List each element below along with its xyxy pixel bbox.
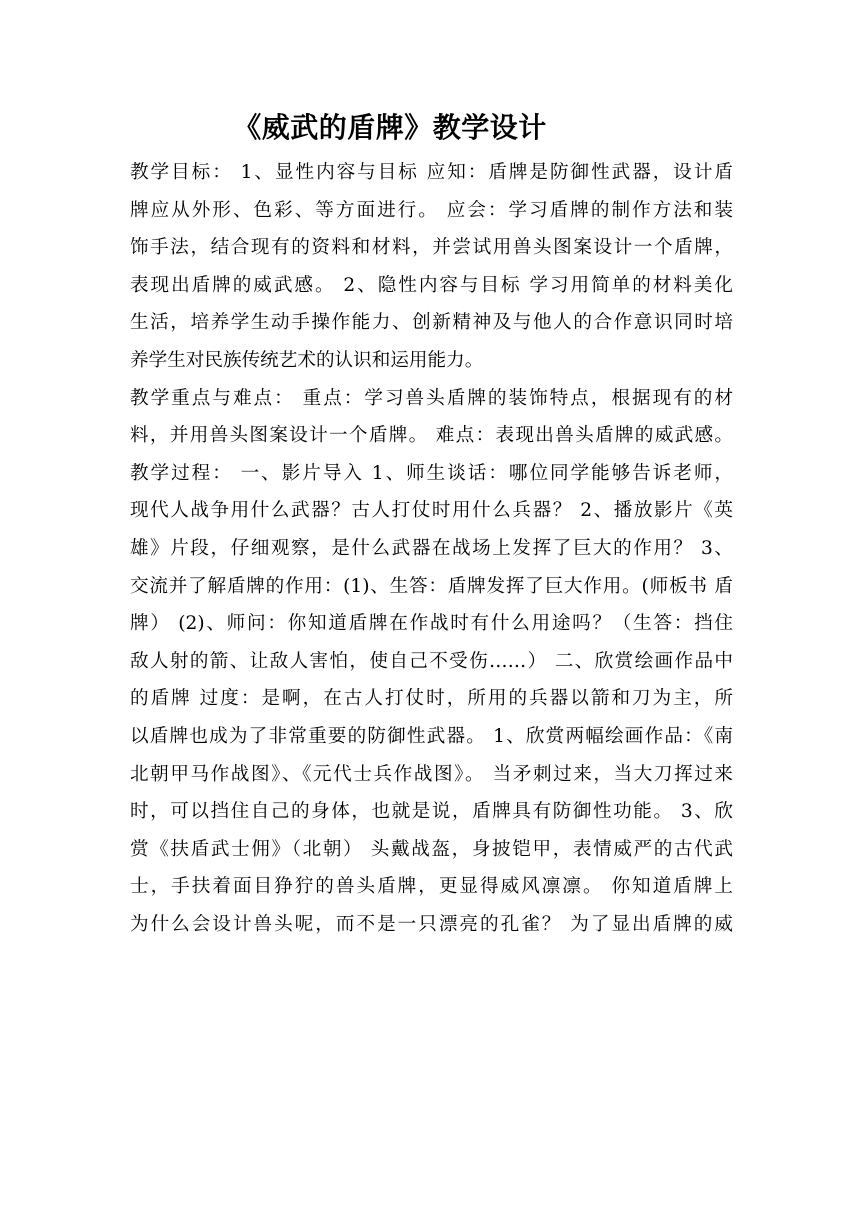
text-line: 的盾牌 过度：是啊，在古人打仗时，所用的兵器以箭和刀为主，所 [130, 688, 733, 710]
text-line: 敌人射的箭、让敌人害怕，使自己不受伤……） 二、欣赏绘画作品中 [130, 650, 733, 672]
text-line: 教学重点与难点： 重点：学习兽头盾牌的装饰特点，根据现有的材 [130, 387, 733, 409]
text-line: 雄》片段，仔细观察，是什么武器在战场上发挥了巨大的作用？ 3、 [130, 537, 733, 559]
text-line: 表现出盾牌的威武感。 2、隐性内容与目标 学习用简单的材料美化 [130, 274, 733, 296]
text-line: 牌应从外形、色彩、等方面进行。 应会：学习盾牌的制作方法和装 [130, 199, 733, 221]
text-line: 为什么会设计兽头呢，而不是一只漂亮的孔雀？ 为了显出盾牌的威 [130, 913, 733, 935]
text-line: 饰手法，结合现有的资料和材料，并尝试用兽头图案设计一个盾牌， [130, 237, 733, 259]
text-line: 交流并了解盾牌的作用：(1)、生答：盾牌发挥了巨大作用。(师板书 盾 [130, 575, 733, 597]
document-title: 《威武的盾牌》教学设计 [233, 111, 547, 144]
text-line: 北朝甲马作战图》、《元代士兵作战图》。 当矛刺过来，当大刀挥过来 [130, 763, 733, 785]
text-line: 以盾牌也成为了非常重要的防御性武器。 1、欣赏两幅绘画作品：《南 [130, 725, 733, 747]
text-line: 时，可以挡住自己的身体，也就是说，盾牌具有防御性功能。 3、欣 [130, 801, 733, 823]
text-line: 教学过程： 一、影片导入 1、师生谈话：哪位同学能够告诉老师， [130, 462, 733, 484]
text-line: 料，并用兽头图案设计一个盾牌。 难点：表现出兽头盾牌的威武感。 [130, 425, 733, 447]
text-line: 养学生对民族传统艺术的认识和运用能力。 [130, 349, 484, 371]
text-line: 士，手扶着面目狰狞的兽头盾牌，更显得威风凛凛。 你知道盾牌上 [130, 876, 733, 898]
document-body [130, 154, 733, 943]
text-line: 生活，培养学生动手操作能力、创新精神及与他人的合作意识同时培 [130, 312, 733, 334]
text-line: 赏《扶盾武士佣》（北朝） 头戴战盔，身披铠甲，表情威严的古代武 [130, 838, 733, 860]
text-line: 牌） (2)、师问：你知道盾牌在作战时有什么用途吗？（生答：挡住 [130, 613, 733, 635]
text-line: 教学目标： 1、显性内容与目标 应知：盾牌是防御性武器，设计盾 [130, 162, 733, 183]
text-line: 现代人战争用什么武器？古人打仗时用什么兵器？ 2、播放影片《英 [130, 500, 733, 522]
